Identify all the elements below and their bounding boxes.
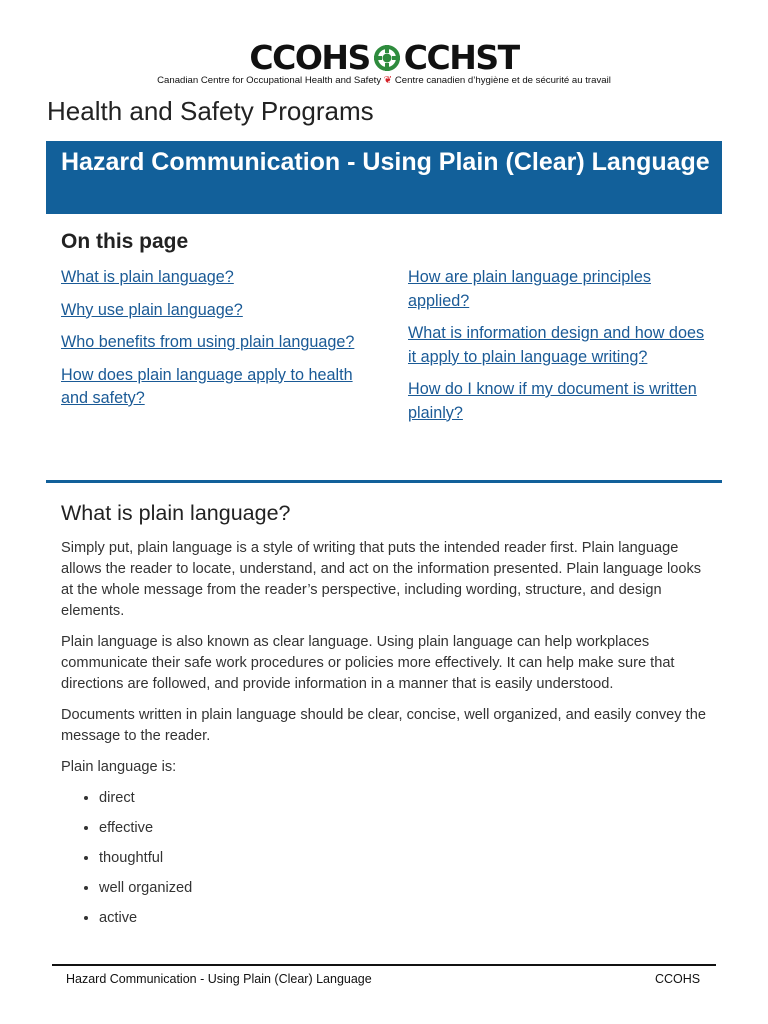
logo-ccohs-text: CCOHS xyxy=(249,38,370,77)
logo-cchst-text: CCHST xyxy=(403,38,519,77)
document-title-banner xyxy=(46,141,722,214)
list-item: • effective xyxy=(99,818,711,839)
toc-right-column xyxy=(408,266,708,434)
section-heading: What is plain language? xyxy=(61,501,291,525)
paragraph: Plain language is: xyxy=(61,759,177,775)
toc-link-principles-applied[interactable]: How are plain language principles applied? xyxy=(408,268,651,310)
list-item: • active xyxy=(99,908,711,929)
list-item: • direct xyxy=(99,788,711,809)
toc-link-written-plainly[interactable]: How do I know if my document is written plainly? xyxy=(408,380,697,422)
ccohs-emblem-icon xyxy=(373,44,401,72)
footer-document-title: Hazard Communication - Using Plain (Clear) Language xyxy=(66,972,372,986)
toc-link-information-design[interactable]: What is information design and how does it apply to plain language writing? xyxy=(408,324,705,366)
program-title: Health and Safety Programs xyxy=(47,96,374,126)
paragraph: Plain language is also known as clear language. Using plain language can help workplaces communicate their safe work procedures or policies more effectively. It can help make sure that directions are followed, and provide information in a manner that is easily understood. xyxy=(61,634,675,692)
section-divider xyxy=(46,480,722,483)
paragraph: Documents written in plain language should be clear, concise, well organized, and easily convey the message to the reader. xyxy=(61,707,706,744)
list-item: • thoughtful xyxy=(99,848,711,869)
toc-link-what-is-plain-language[interactable]: What is plain language? xyxy=(61,268,234,286)
document-title: Hazard Communication - Using Plain (Clear) Language xyxy=(61,148,710,176)
footer-organization: CCOHS xyxy=(655,972,701,986)
bullet-list xyxy=(61,788,711,929)
logo-subtitle xyxy=(0,75,768,86)
toc-heading: On this page xyxy=(61,230,189,253)
section-body xyxy=(61,538,711,938)
toc-link-who-benefits[interactable]: Who benefits from using plain language? xyxy=(61,333,355,351)
ccohs-logo xyxy=(0,38,768,86)
logo-subtitle-en: Canadian Centre for Occupational Health and Safety xyxy=(157,75,382,86)
toc-link-why-use-plain-language[interactable]: Why use plain language? xyxy=(61,300,243,319)
footer-divider xyxy=(52,964,716,966)
list-item: • well organized xyxy=(99,878,711,899)
paragraph: Simply put, plain language is a style of writing that puts the intended reader first. Plain language allows the reader to locate, understand, and act on the information presented. Plain language looks at the whole message from the reader’s perspective, including wording, structure, and design elements. xyxy=(61,540,702,619)
toc-left-column xyxy=(61,266,361,420)
logo-subtitle-fr: Centre canadien d’hygiène et de sécurité au travail xyxy=(394,75,611,86)
maple-leaf-icon: ❦ xyxy=(383,75,393,86)
toc-link-health-and-safety[interactable]: How does plain language apply to health and safety? xyxy=(61,365,353,407)
